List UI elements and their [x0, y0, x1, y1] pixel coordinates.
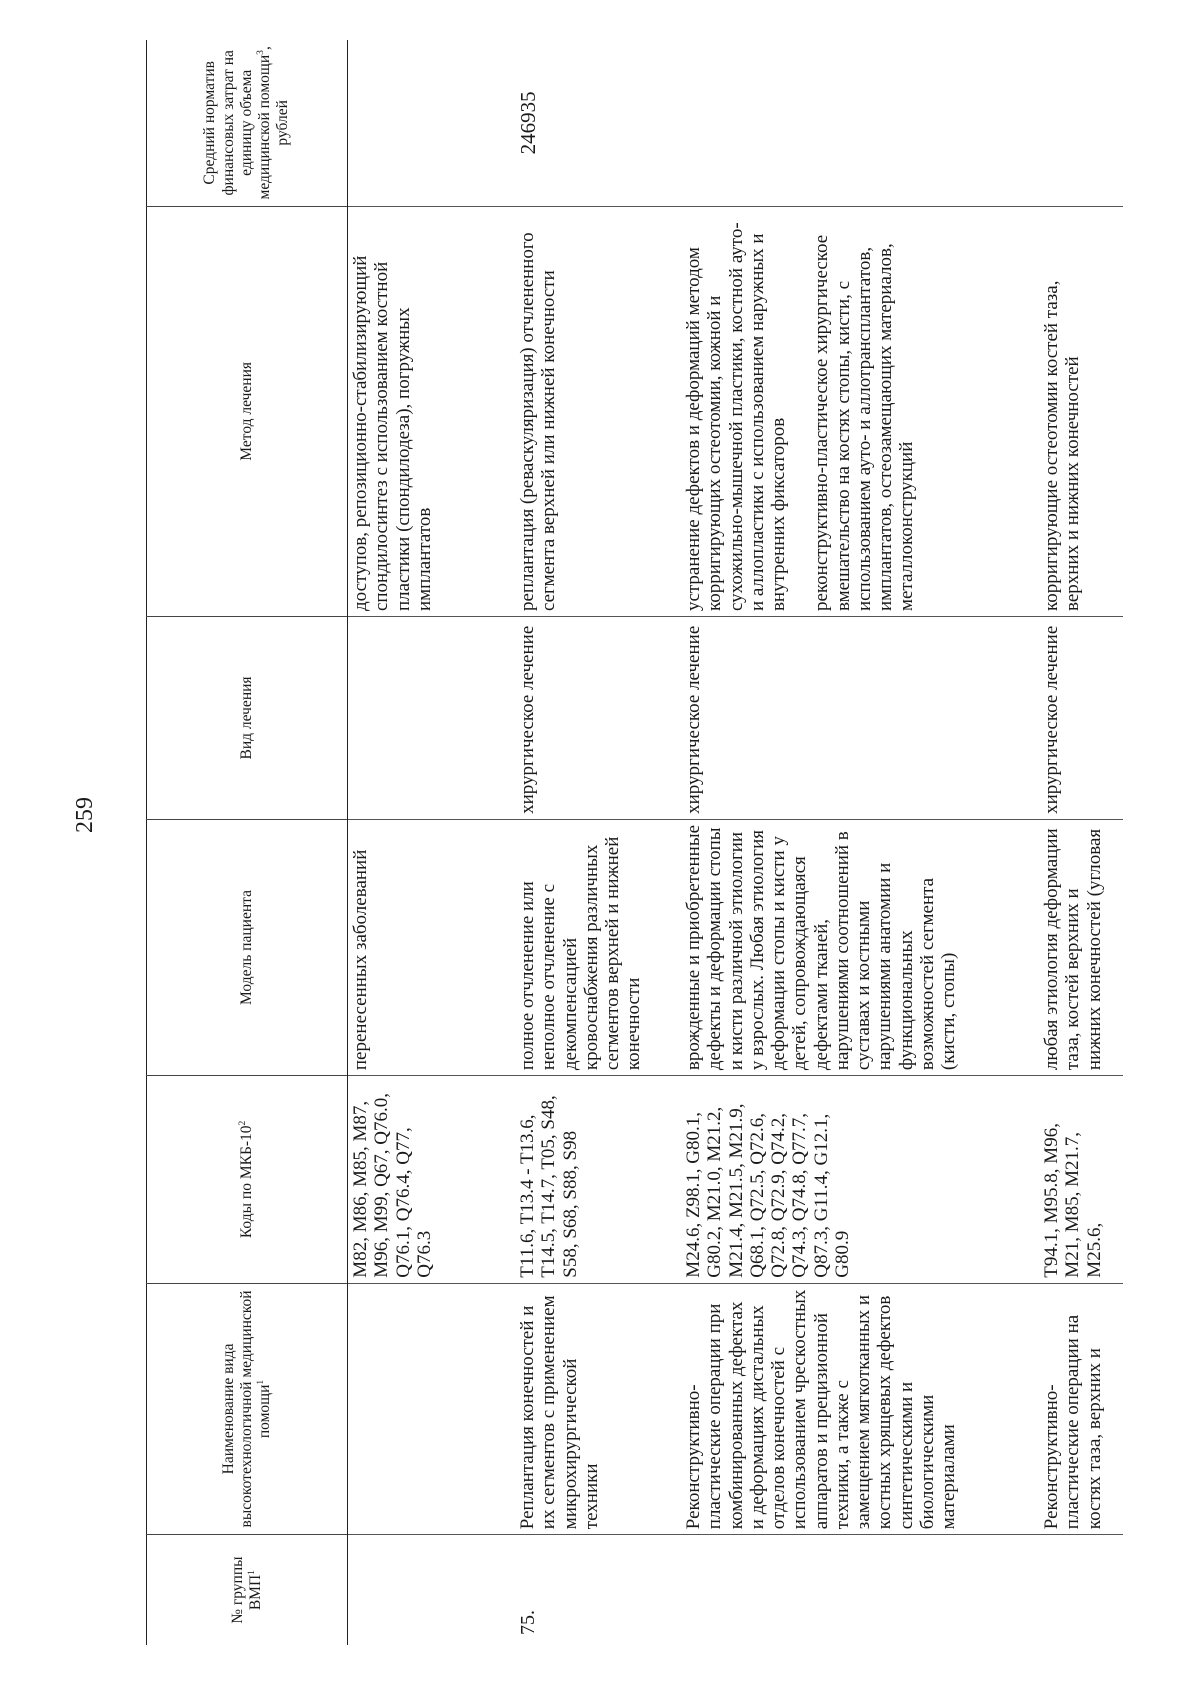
method-paragraph: реконструктивно-пластическое хирургическое вмешательство на костях стопы, кисти, с использованием ауто- и аллотрансплантатов, имплантатов, остеозамещающих материалов, металлоконструкций: [811, 234, 918, 612]
cell-group: [675, 1535, 1033, 1645]
cell-model: врожденные и приобретенные дефекты и деформации стопы и кисти различной этиологии у взрослых. Любая этиология деформации стопы и кисти у детей, сопровождающаяся дефектами тканей, нарушениями соотношений в суставах и костными нарушениями анатомии и функциональных возможностей сегмента (кисти, стопы): [675, 819, 1033, 1075]
cell-method: [675, 206, 1033, 616]
cell-cost: [348, 40, 506, 206]
cell-model: любая этиология деформации таза, костей верхних и нижних конечностей (угловая: [1033, 819, 1123, 1075]
header-treatment-type: Вид лечения: [147, 617, 348, 820]
header-cost: Средний норматив финансовых затрат на единицу объема медицинской помощи$^3$, рублей: [147, 40, 348, 206]
cell-cost: [675, 40, 1033, 206]
cell-cost: [1033, 40, 1123, 206]
cell-treatment-type: [348, 617, 506, 820]
cell-cost: 246935: [505, 40, 675, 206]
cell-model: перенесенных заболеваний: [348, 819, 506, 1075]
cell-model: полное отчленение или неполное отчленение с декомпенсацией кровоснабжения различных сегментов верхней и нижней конечности: [505, 819, 675, 1075]
cell-name: Реплантация конечностей и их сегментов с применением микрохирургической техники: [505, 1283, 675, 1534]
cell-group: [1033, 1535, 1123, 1645]
page-number: 259: [72, 797, 98, 833]
header-method: Метод лечения: [147, 206, 348, 616]
header-name: Наименование вида высокотехнологичной медицинской помощи$^1$: [147, 1283, 348, 1534]
table-row: [505, 40, 675, 1645]
cell-codes: T94.1, M95.8, M96, M21, M85, M21.7, M25.6,: [1033, 1076, 1123, 1284]
cell-name: [348, 1283, 506, 1534]
cell-codes: M82, M86, M85, M87, M96, M99, Q67, Q76.0, Q76.1, Q76.4, Q77, Q76.3: [348, 1076, 506, 1284]
cell-codes: M24.6, Z98.1, G80.1, G80.2, M21.0, M21.2, M21.4, M21.5, M21.9, Q68.1, Q72.5, Q72.6, Q72.8, Q72.9, Q74.2, Q74.3, Q74.8, Q77.7, Q87.3, G11.4, G12.1, G80.9: [675, 1076, 1033, 1284]
cell-method: доступов, репозиционно-стабилизирующий спондилосинтез с использованием костной пластики (спондилодеза), погружных имплантатов: [348, 206, 506, 616]
cell-method: реплантация (реваскуляризация) отчлененного сегмента верхней или нижней конечности: [505, 206, 675, 616]
cell-treatment-type: хирургическое лечение: [1033, 617, 1123, 820]
cell-name: Реконструктивно-пластические операции при комбинированных дефектах и деформациях дистальных отделов конечностей с использованием чрескостных аппаратов и прецизионной техники, а также с замещением мягкотканных и костных хрящевых дефектов синтетическими и биологическими материалами: [675, 1283, 1033, 1534]
table-row: [675, 40, 1033, 1645]
rotated-table-container: [146, 40, 1105, 1645]
header-row: [147, 40, 348, 1645]
cell-method: корригирующие остеотомии костей таза, верхних и нижних конечностей: [1033, 206, 1123, 616]
header-codes: Коды по МКБ-$10^2$: [147, 1076, 348, 1284]
header-group-no: № группы ВМП$^1$: [147, 1535, 348, 1645]
cell-treatment-type: хирургическое лечение: [505, 617, 675, 820]
cell-group: 75.: [505, 1535, 675, 1645]
method-paragraph: устранение дефектов и деформаций методом корригирующих остеотомии, кожной и сухожильно-мышечной пластики, костной ауто- и аллопластики с использованием наружных и внутренних фиксаторов: [683, 222, 790, 612]
cell-treatment-type: хирургическое лечение: [675, 617, 1033, 820]
cell-codes: T11.6, T13.4 - T13.6, T14.5, T14.7, T05, S48, S58, S68, S88, S98: [505, 1076, 675, 1284]
table-row: [1033, 40, 1123, 1645]
cell-group: [348, 1535, 506, 1645]
table-row: [348, 40, 506, 1645]
vmp-table: [146, 40, 1123, 1645]
cell-name: Реконструктивно-пластические операции на костях таза, верхних и: [1033, 1283, 1123, 1534]
header-model: Модель пациента: [147, 819, 348, 1075]
